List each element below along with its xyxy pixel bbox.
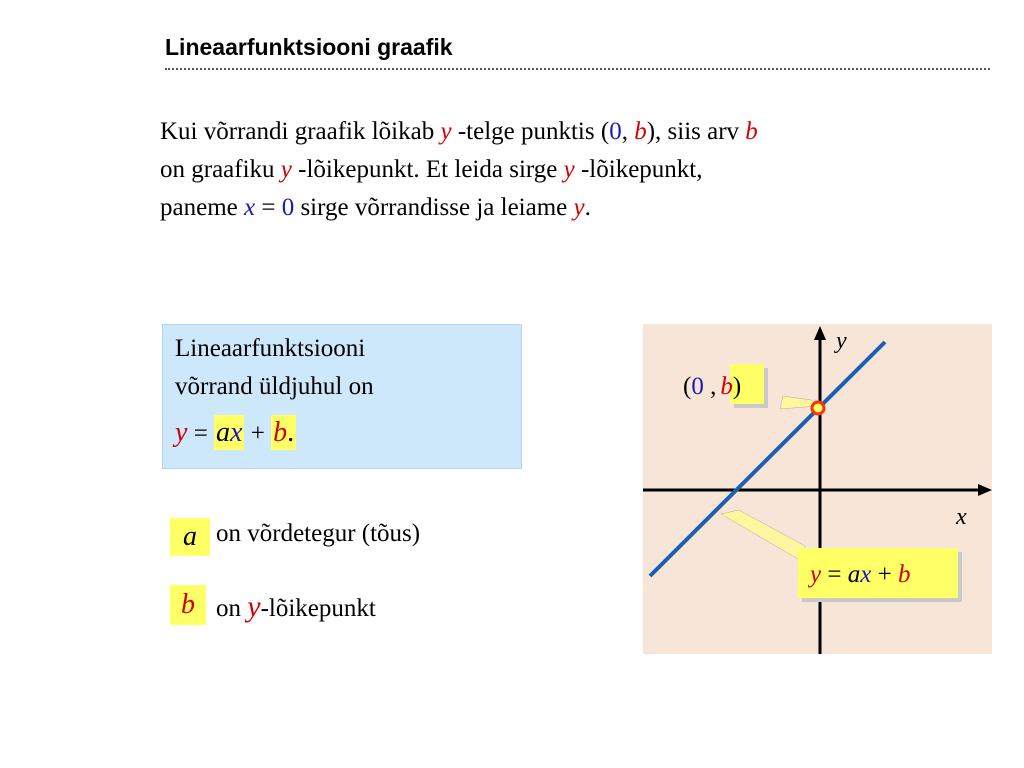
slope-description: on võrdetegur (tõus) <box>216 520 421 547</box>
general-form-line-2: võrrand üldjuhul on <box>175 373 374 400</box>
general-form-equation: y = ax + b. <box>175 417 295 448</box>
intercept-symbol-box: b <box>170 585 206 625</box>
intro-paragraph <box>160 113 1010 227</box>
y-intercept-point <box>812 402 824 414</box>
intercept-coordinate-label: (0 , b) <box>683 373 742 400</box>
intro-line-3: paneme x = 0 sirge võrrandisse ja leiame y. <box>160 194 591 221</box>
slope-symbol-box: a <box>170 518 210 556</box>
title-divider <box>165 68 990 70</box>
intercept-description: on y-lõikepunkt <box>216 590 376 623</box>
intercept-highlight: b. <box>273 417 295 448</box>
x-axis-label: x <box>956 504 967 530</box>
slope-highlight: ax <box>216 417 243 448</box>
y-axis-label: y <box>836 328 847 354</box>
intro-line-2: on graafiku y -lõikepunkt. Et leida sirge y -lõikepunkt, <box>160 156 703 183</box>
general-form-line-1: Lineaarfunktsiooni <box>175 335 366 362</box>
graph-equation-label: y = ax + b <box>810 561 911 588</box>
intro-line-1: Kui võrrandi graafik lõikab y -telge punktis (0, b), siis arv b <box>160 118 758 145</box>
general-form-box <box>162 324 522 469</box>
slide-title: Lineaarfunktsiooni graafik <box>165 34 453 60</box>
line-graph <box>643 324 992 654</box>
